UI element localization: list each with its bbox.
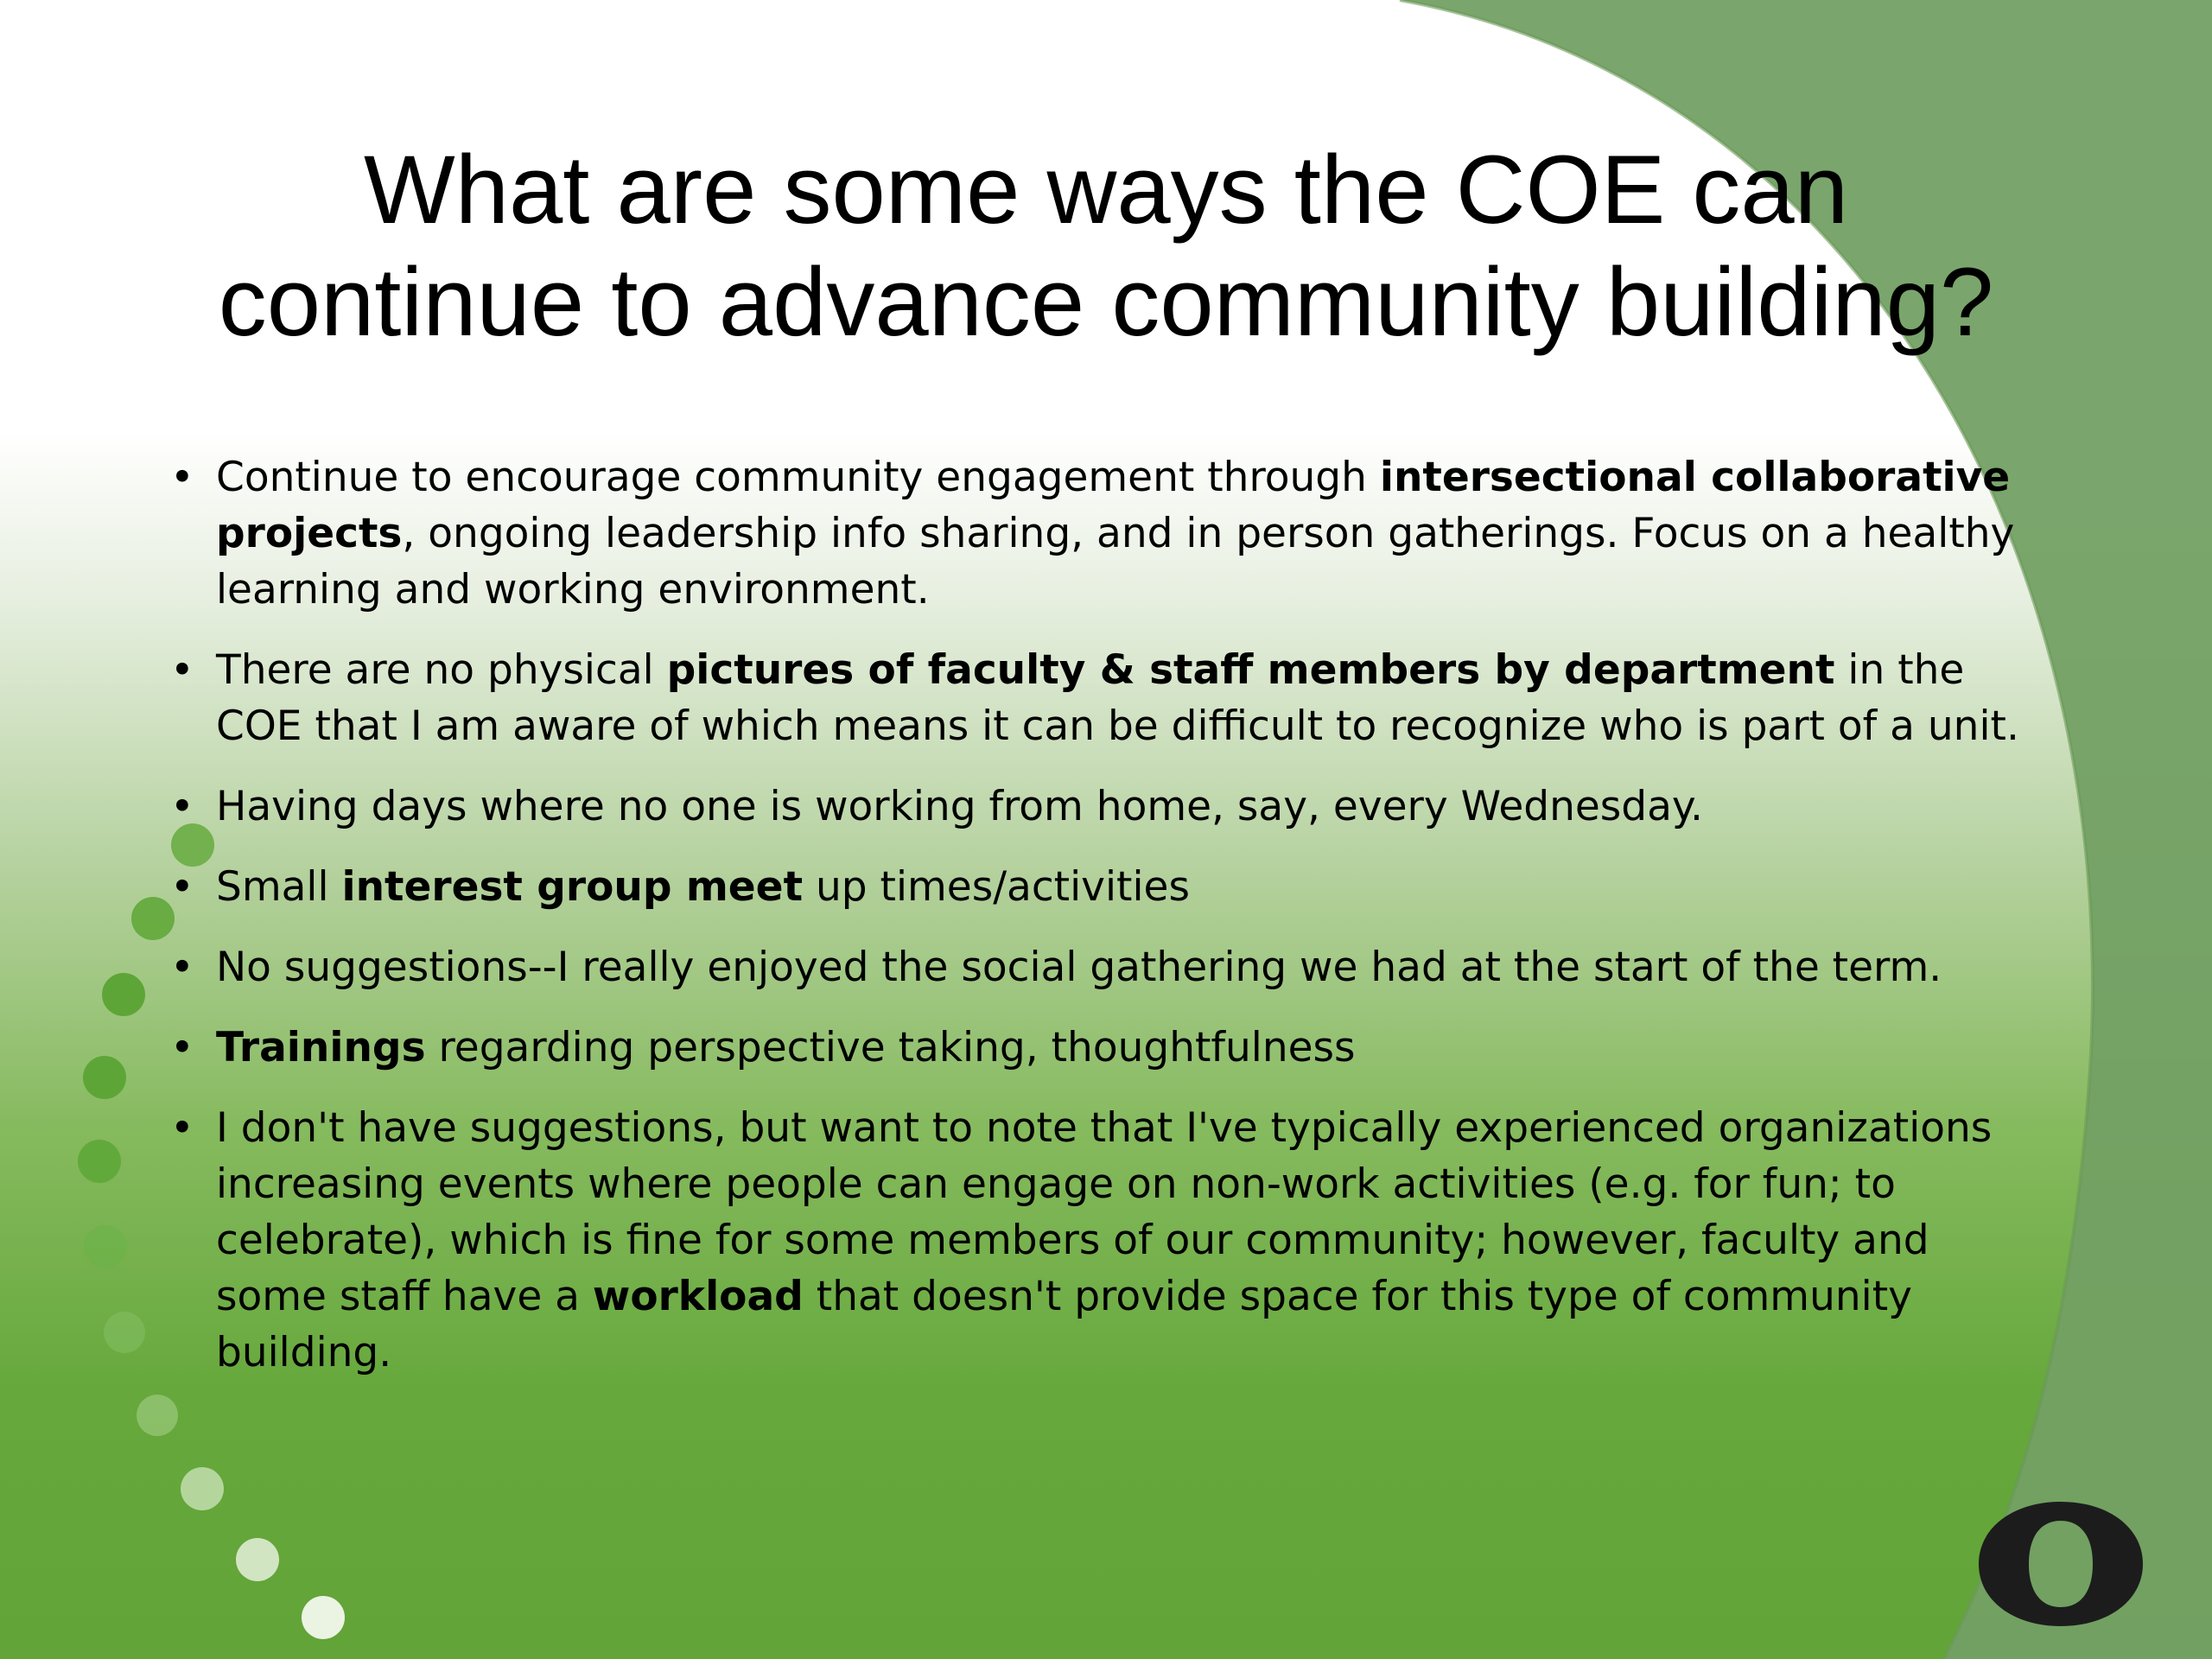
slide-title: [121, 134, 2091, 359]
bullet-item: [168, 859, 2052, 915]
slide-title-line-1: What are some ways the COE can: [363, 136, 1848, 244]
bullet-text-bold: intersectional collaborative projects: [216, 454, 2011, 557]
bullet-text: I don't have suggestions, but want to note that I've typically experienced organizations increasing events where people can engage on non-work activities (e.g. for fun; to celebrate), which is fine for some members of our community; however, faculty and some staff have a: [216, 1104, 1993, 1320]
bullet-text: Continue to encourage community engagement through: [216, 454, 1380, 501]
bullet-item: [168, 939, 2052, 995]
bullet-item: [168, 1100, 2052, 1381]
bullet-item: [168, 1020, 2052, 1076]
bullet-text: There are no physical: [216, 646, 667, 694]
bullet-text-bold: interest group meet: [341, 863, 804, 911]
bullet-text: in the COE that I am aware of which means it can be difficult to recognize who is part of a unit.: [216, 646, 2019, 750]
bullet-item: [168, 642, 2052, 754]
bullet-text-bold: pictures of faculty & staff members by department: [666, 646, 1835, 694]
bullet-list: [168, 449, 2052, 1405]
bullet-text-bold: workload: [592, 1273, 804, 1320]
bullet-item: [168, 779, 2052, 835]
bullet-text: Having days where no one is working from home, say, every Wednesday.: [216, 783, 1703, 830]
bullet-text: that doesn't provide space for this type of community building.: [216, 1273, 1912, 1376]
bullet-text: No suggestions--I really enjoyed the social gathering we had at the start of the term.: [216, 944, 1942, 991]
university-o-logo-icon: [1970, 1495, 2152, 1633]
bullet-text-bold: Trainings: [216, 1024, 426, 1071]
bullet-text: up times/activities: [803, 863, 1190, 911]
bullet-item: [168, 449, 2052, 618]
bullet-text: regarding perspective taking, thoughtfulness: [425, 1024, 1356, 1071]
bullet-text: , ongoing leadership info sharing, and in person gatherings. Focus on a healthy learning and working environment.: [216, 510, 2015, 613]
slide-title-line-2: continue to advance community building?: [218, 248, 1994, 356]
bullet-text: Small: [216, 863, 342, 911]
